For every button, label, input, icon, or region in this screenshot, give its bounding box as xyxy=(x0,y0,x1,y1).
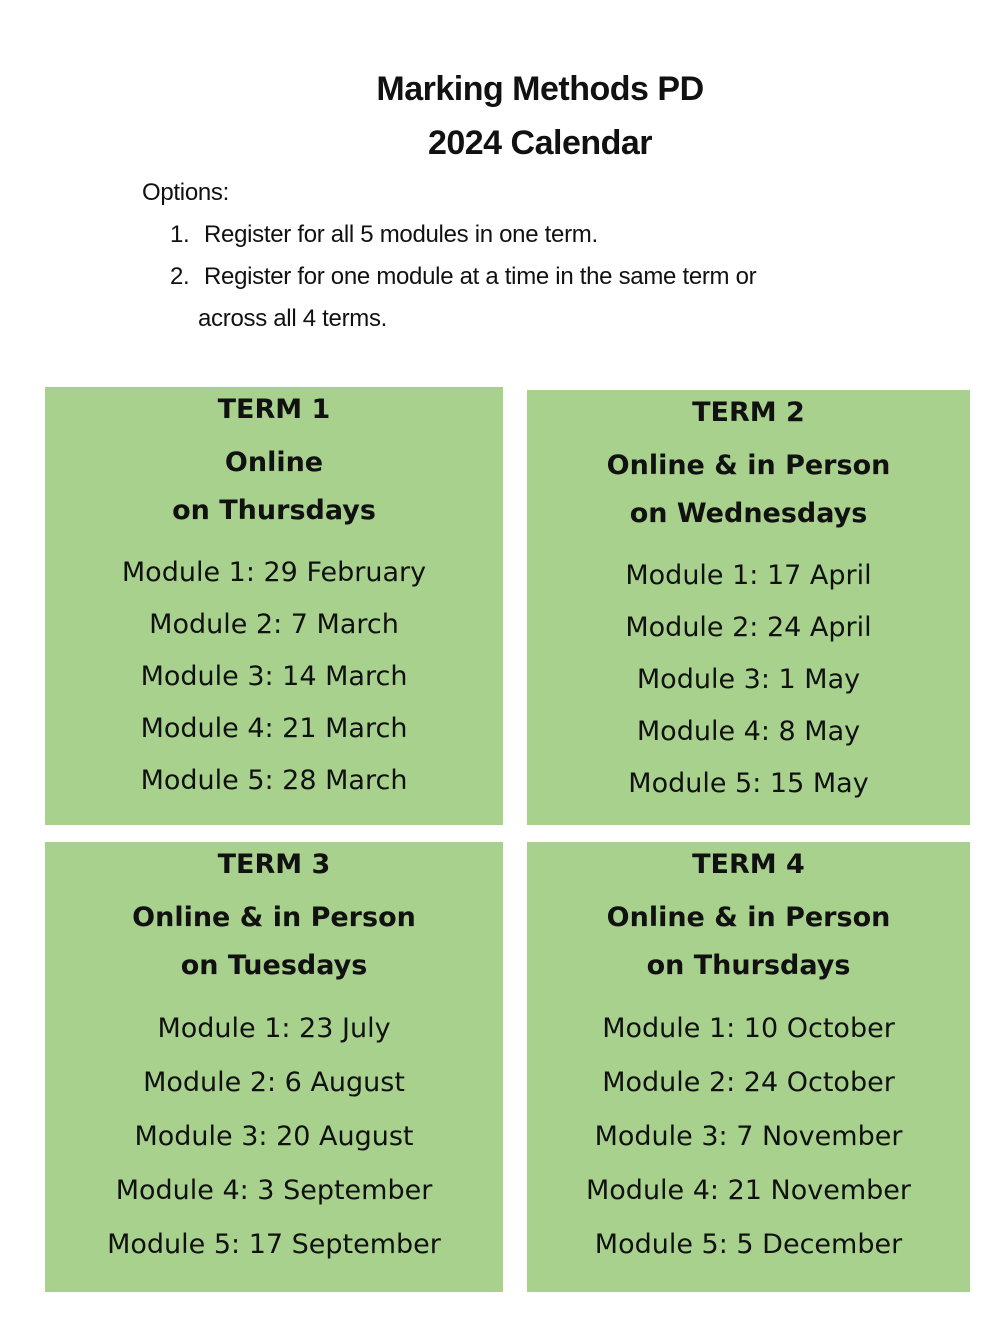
page-title: Marking Methods PD xyxy=(376,70,704,108)
module-item: Module 4: 8 May xyxy=(636,716,861,747)
term-title: TERM 4 xyxy=(692,849,805,880)
module-item: Module 3: 7 November xyxy=(594,1121,903,1152)
options-label: Options: xyxy=(142,179,229,206)
page-subtitle: 2024 Calendar xyxy=(427,124,653,162)
module-item: Module 1: 10 October xyxy=(602,1013,895,1044)
option-text: Register for one module at a time in the same term or xyxy=(204,263,757,290)
option-text: Register for all 5 modules in one term. xyxy=(204,221,598,248)
option-item xyxy=(142,214,756,256)
module-list xyxy=(45,547,503,807)
term-mode-line2: on Wednesdays xyxy=(629,498,868,529)
module-item: Module 2: 6 August xyxy=(143,1067,405,1098)
term-mode-line2: on Thursdays xyxy=(646,950,851,981)
module-item: Module 2: 24 October xyxy=(602,1067,895,1098)
term-card-2 xyxy=(527,390,970,825)
module-item: Module 3: 20 August xyxy=(134,1121,414,1152)
term-title: TERM 3 xyxy=(217,849,331,880)
term-title: TERM 1 xyxy=(217,394,331,425)
term-mode-line1: Online & in Person xyxy=(132,902,416,933)
term-mode-line2: on Thursdays xyxy=(172,495,376,526)
module-item: Module 5: 15 May xyxy=(628,768,869,799)
term-mode-line1: Online xyxy=(224,447,324,478)
term-mode xyxy=(45,439,503,535)
module-item: Module 4: 21 November xyxy=(585,1175,911,1206)
term-title: TERM 2 xyxy=(692,397,805,428)
module-item: Module 5: 28 March xyxy=(140,765,408,796)
module-item: Module 3: 14 March xyxy=(140,661,408,692)
term-mode xyxy=(45,894,503,990)
options-section xyxy=(142,172,756,340)
option-continuation: across all 4 terms. xyxy=(198,305,388,332)
term-mode xyxy=(527,442,970,538)
option-number: 1. xyxy=(170,221,190,248)
module-item: Module 3: 1 May xyxy=(636,664,861,695)
option-number: 2. xyxy=(170,263,190,290)
term-mode-line2: on Tuesdays xyxy=(180,950,368,981)
module-list xyxy=(527,550,970,810)
term-card-4 xyxy=(527,842,970,1292)
module-list xyxy=(45,1002,503,1272)
module-item: Module 2: 24 April xyxy=(625,612,872,643)
module-item: Module 1: 29 February xyxy=(121,557,427,588)
term-mode-line1: Online & in Person xyxy=(606,902,891,933)
module-item: Module 5: 17 September xyxy=(107,1229,441,1260)
module-item: Module 4: 21 March xyxy=(140,713,408,744)
module-item: Module 1: 17 April xyxy=(625,560,872,591)
module-item: Module 4: 3 September xyxy=(115,1175,433,1206)
term-mode xyxy=(527,894,970,990)
module-item: Module 5: 5 December xyxy=(594,1229,903,1260)
term-card-3 xyxy=(45,842,503,1292)
module-item: Module 2: 7 March xyxy=(149,609,399,640)
term-card-1 xyxy=(45,387,503,825)
term-mode-line1: Online & in Person xyxy=(606,450,891,481)
option-item xyxy=(142,256,756,298)
module-list xyxy=(527,1002,970,1272)
module-item: Module 1: 23 July xyxy=(157,1013,391,1044)
